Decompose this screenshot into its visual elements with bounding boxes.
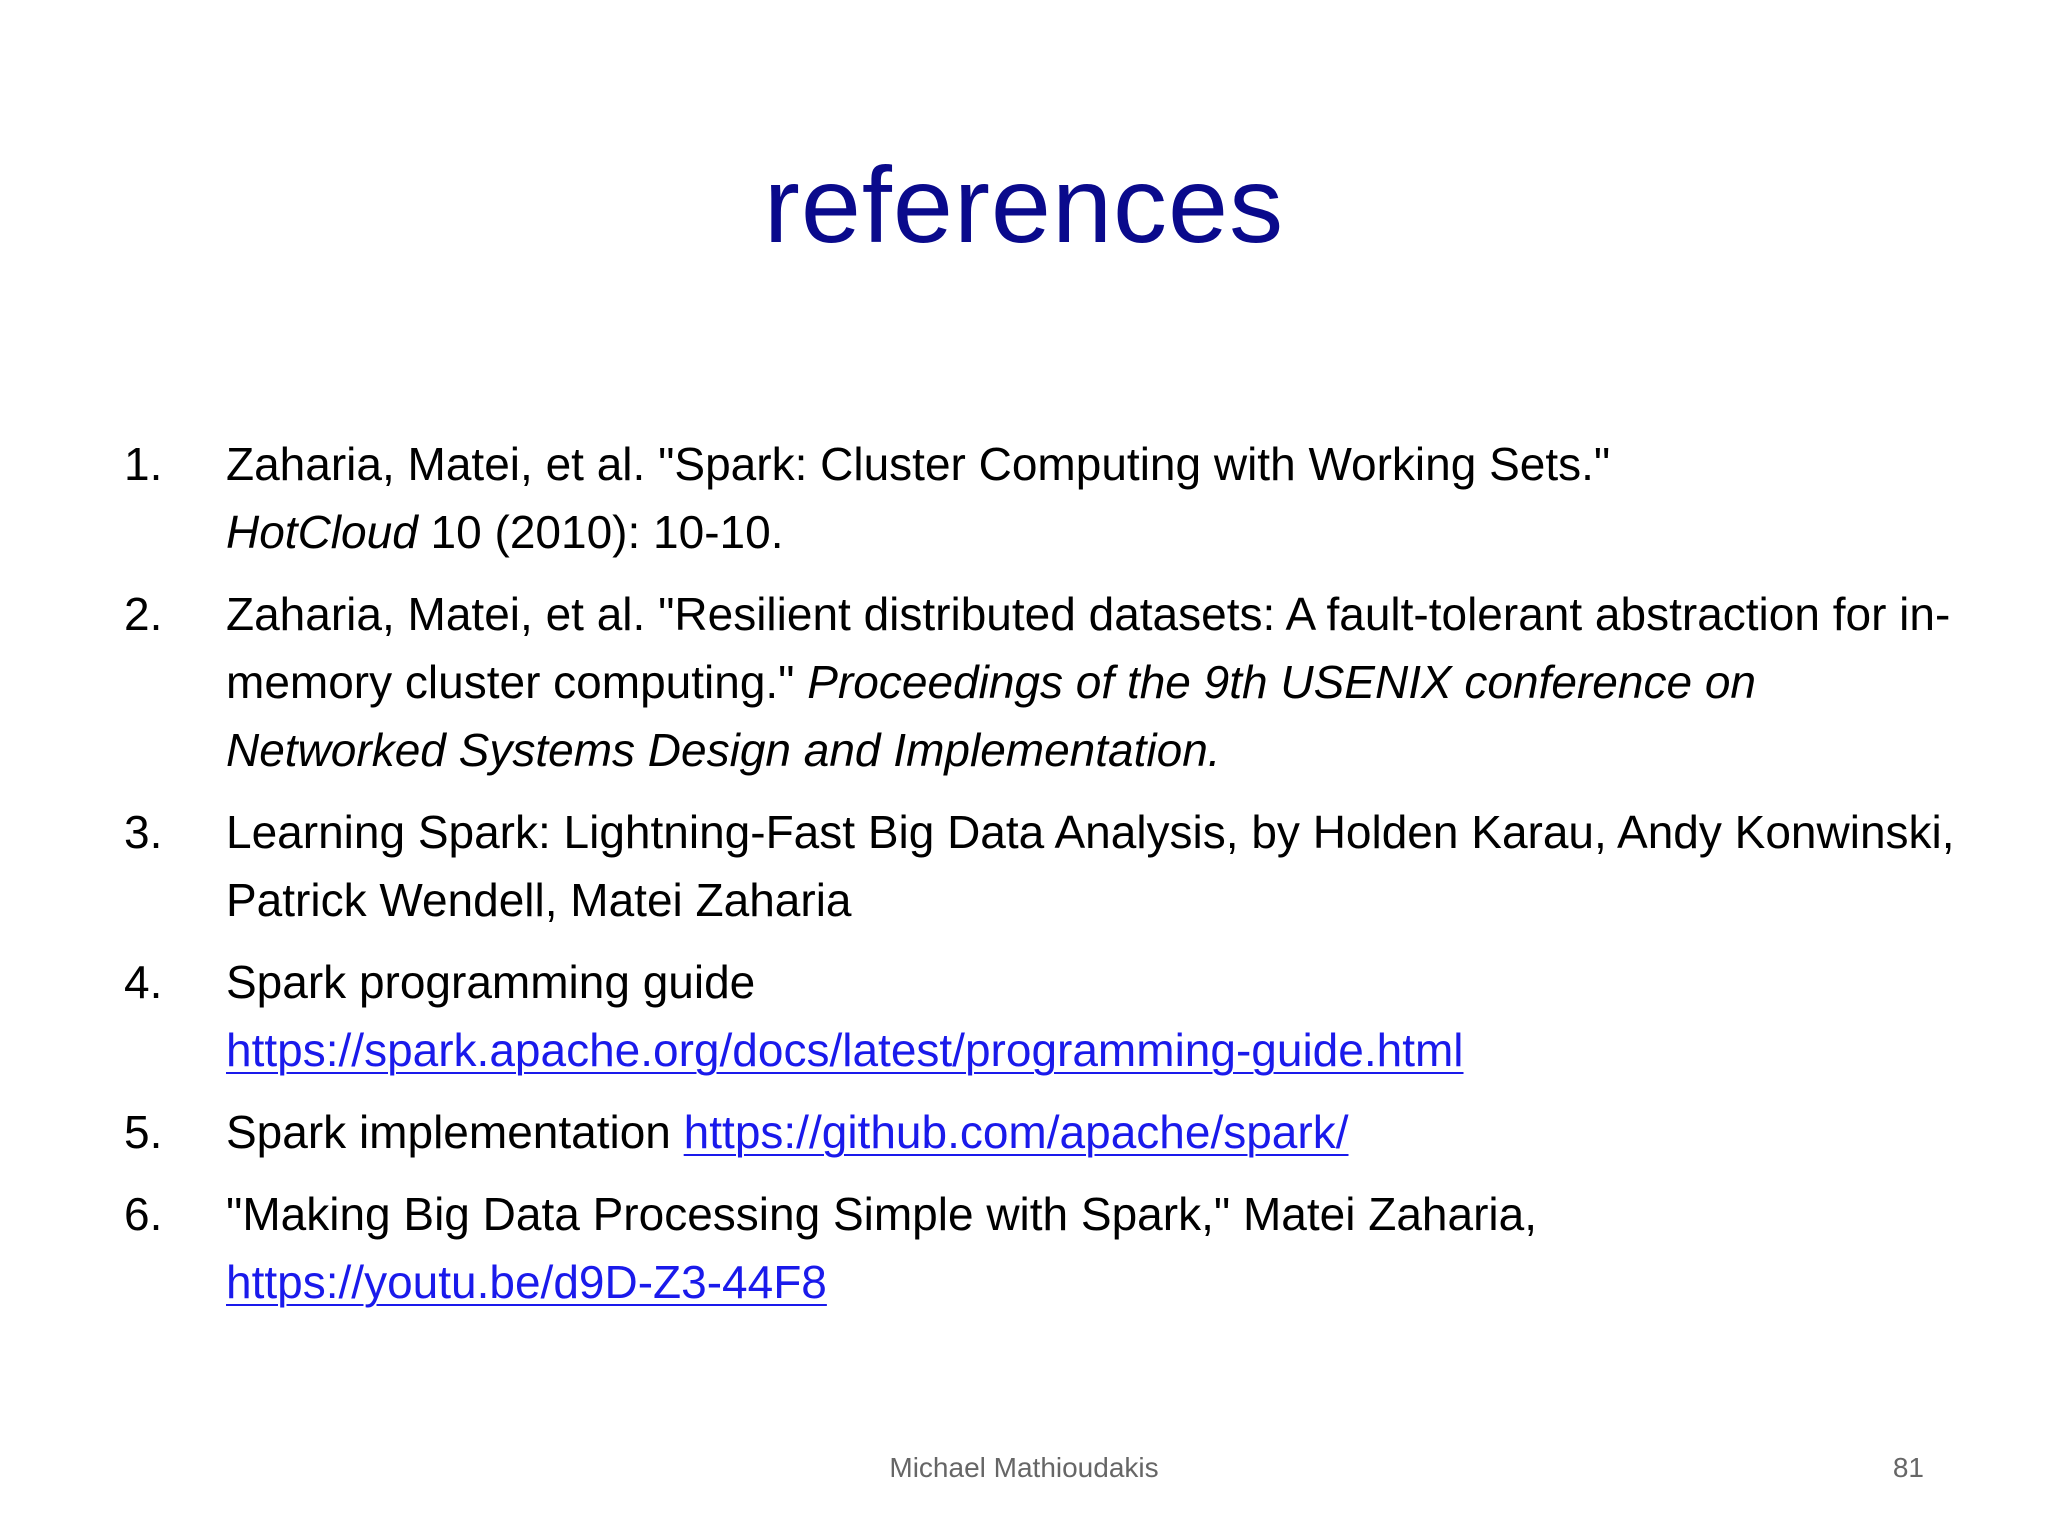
reference-item-1 bbox=[124, 430, 1964, 566]
reference-text: Zaharia, Matei, et al. "Resilient distributed datasets: A fault-tolerant abstraction for in-memory cluster computing." bbox=[226, 588, 1951, 708]
reference-text: Spark implementation bbox=[226, 1106, 684, 1158]
reference-number: 2. bbox=[124, 588, 163, 640]
reference-number: 5. bbox=[124, 1106, 163, 1158]
reference-link-programming-guide[interactable]: https://spark.apache.org/docs/latest/programming-guide.html bbox=[226, 1024, 1464, 1076]
footer-author: Michael Mathioudakis bbox=[889, 1452, 1159, 1483]
slide-title: references bbox=[763, 144, 1285, 265]
reference-item-3 bbox=[124, 798, 1964, 934]
reference-number: 6. bbox=[124, 1188, 163, 1240]
reference-list bbox=[124, 430, 1964, 1330]
reference-link-youtube[interactable]: https://youtu.be/d9D-Z3-44F8 bbox=[226, 1256, 827, 1308]
reference-text: Zaharia, Matei, et al. "Spark: Cluster Computing with Working Sets." bbox=[226, 438, 1611, 490]
reference-text: "Making Big Data Processing Simple with Spark," Matei Zaharia, bbox=[226, 1188, 1537, 1240]
reference-item-2 bbox=[124, 580, 1964, 784]
reference-item-6 bbox=[124, 1180, 1964, 1316]
reference-text: Spark programming guide bbox=[226, 956, 756, 1008]
reference-number: 4. bbox=[124, 956, 163, 1008]
reference-item-4 bbox=[124, 948, 1964, 1084]
reference-link-github[interactable]: https://github.com/apache/spark/ bbox=[683, 1106, 1349, 1158]
reference-venue: Proceedings of the 9th USENIX conference on Networked Systems Design and Implementation. bbox=[226, 656, 1756, 776]
reference-item-5 bbox=[124, 1098, 1964, 1166]
reference-number: 3. bbox=[124, 806, 163, 858]
page-number: 81 bbox=[1892, 1452, 1924, 1483]
reference-text-tail: 10 (2010): 10-10. bbox=[417, 506, 784, 558]
reference-number: 1. bbox=[124, 438, 163, 490]
reference-text: Learning Spark: Lightning-Fast Big Data Analysis, by Holden Karau, Andy Konwinski, Patrick Wendell, Matei Zaharia bbox=[226, 806, 1955, 926]
reference-venue: HotCloud bbox=[226, 506, 418, 558]
